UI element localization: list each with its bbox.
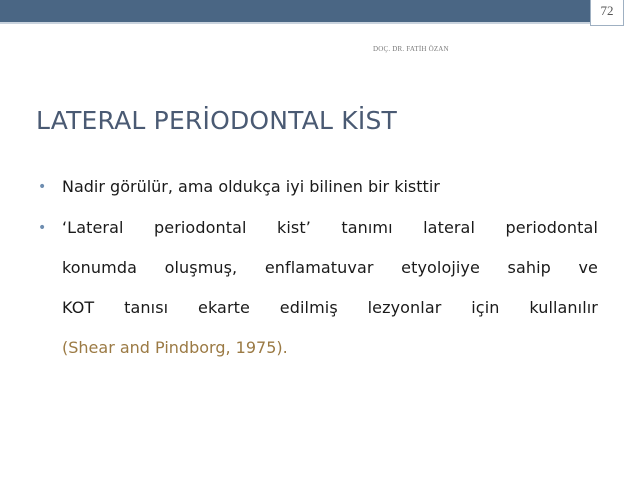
bullet-text-line: ‘Lateral periodontal kist’ tanımı lateral periodontal <box>62 218 598 237</box>
bullet-text-line: konumda oluşmuş, enflamatuvar etyolojiye sahip ve <box>62 258 598 277</box>
bullet-list <box>38 172 598 368</box>
top-banner-rule <box>0 22 590 24</box>
bullet-icon: • <box>38 220 47 236</box>
top-banner <box>0 0 590 22</box>
author-footer: DOÇ. DR. FATİH ÖZAN <box>373 45 449 53</box>
bullet-item <box>38 172 598 202</box>
bullet-text: Nadir görülür, ama oldukça iyi bilinen bir kisttir <box>62 177 440 196</box>
bullet-text-line: KOT tanısı ekarte edilmiş lezyonlar için kullanılır <box>62 298 598 317</box>
citation: (Shear and Pindborg, 1975). <box>62 338 288 357</box>
bullet-item <box>38 208 598 368</box>
bullet-icon: • <box>38 179 47 195</box>
page-number: 72 <box>600 3 614 18</box>
slide-title: LATERAL PERİODONTAL KİST <box>36 106 398 135</box>
